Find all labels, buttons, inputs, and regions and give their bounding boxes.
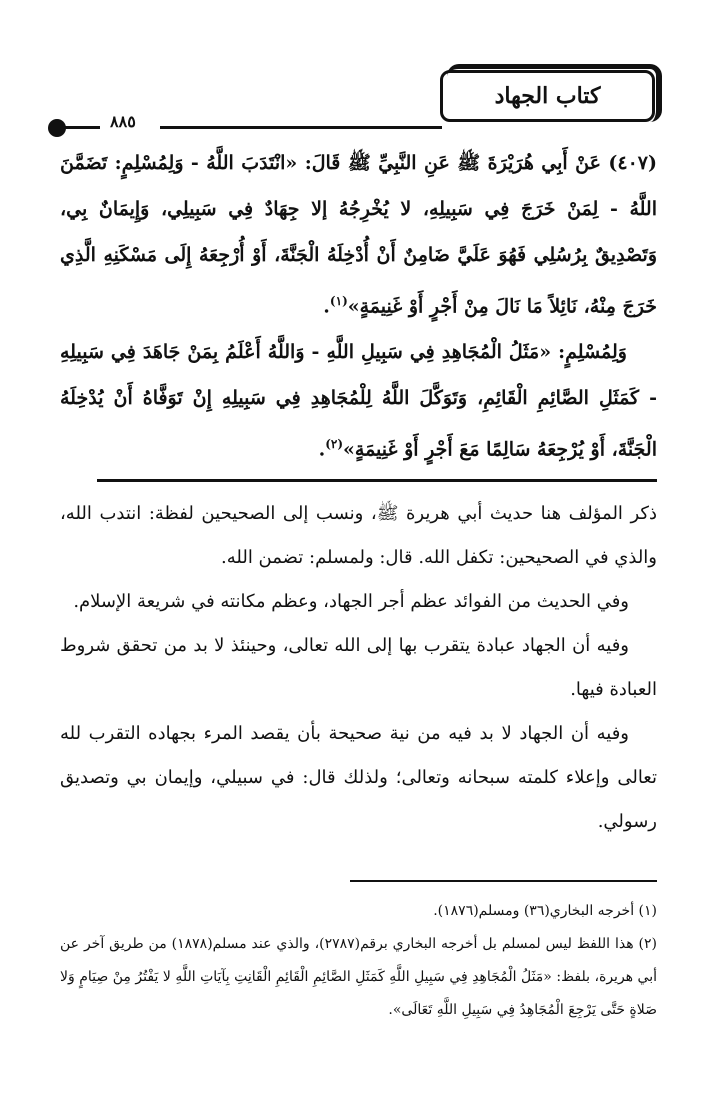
- commentary-text: [60, 492, 657, 844]
- footnote-marker: (١): [329, 294, 348, 308]
- footnote-2: (٢) هذا اللفظ ليس لمسلم بل أخرجه البخاري برقم(٢٧٨٧)، والذي عند مسلم(١٨٧٨) من طريق آخر عن أبي هريرة، بلفظ: «مَثَلُ الْمُجَاهِدِ فِي سَبِيلِ اللَّهِ كَمَثَلِ الصَّائِمِ الْقَائِمِ الْقَانِتِ بِآيَاتِ اللَّهِ لا يَفْتُرُ مِنْ صِيَامٍ وَلا صَلاةٍ حَتَّى يَرْجِعَ الْمُجَاهِدُ فِي سَبِيلِ اللَّهِ تَعَالَى».: [60, 936, 657, 1018]
- hadith-text: [60, 140, 657, 473]
- header-rule-right: [160, 126, 442, 129]
- commentary-paragraph: وفي الحديث من الفوائد عظم أجر الجهاد، وعظم مكانته في شريعة الإسلام.: [73, 590, 629, 612]
- main-content: [60, 140, 657, 844]
- footnotes: [60, 895, 657, 1027]
- footnote-marker: (٢): [325, 437, 344, 452]
- commentary-paragraph: وفيه أن الجهاد عبادة يتقرب بها إلى الله تعالى، وحينئذ لا بد من تحقق شروط العبادة فيها.: [60, 634, 657, 700]
- hadith-paragraph: وَلِمُسْلِمٍ: «مَثَلُ الْمُجَاهِدِ فِي سَبِيلِ اللَّهِ - وَاللَّهُ أَعْلَمُ بِمَنْ جَاهَدَ فِي سَبِيلِهِ - كَمَثَلِ الصَّائِمِ الْقَائِمِ، وَتَوَكَّلَ اللَّهُ لِلْمُجَاهِدِ فِي سَبِيلِهِ إِنْ تَوَفَّاهُ أَنْ يُدْخِلَهُ الْجَنَّةَ، أَوْ يُرْجِعَهُ سَالِمًا مَعَ أَجْرٍ أَوْ غَنِيمَةٍ»$^{(٢)}$.: [60, 341, 657, 461]
- header-dot-ornament: [48, 119, 66, 137]
- hadith-paragraph: (٤٠٧) عَنْ أَبِي هُرَيْرَةَ ﷺ عَنِ النَّبِيِّ ﷺ قَالَ: «انْتَدَبَ اللَّهُ - وَلِمُسْلِمٍ: تَضَمَّنَ اللَّهُ - لِمَنْ خَرَجَ فِي سَبِيلِهِ، لا يُخْرِجُهُ إلا جِهَادٌ فِي سَبِيلِي، وَإِيمَانٌ بِي، وَتَصْدِيقٌ بِرُسُلِي فَهُوَ عَلَيَّ ضَامِنٌ أَنْ أُدْخِلَهُ الْجَنَّةَ، أَوْ أُرْجِعَهُ إِلَى مَسْكَنِهِ الَّذِي خَرَجَ مِنْهُ، نَائِلاً مَا نَالَ مِنْ أَجْرٍ أَوْ غَنِيمَةٍ»$^{(١)}$.: [60, 152, 657, 318]
- footnote-separator: [350, 880, 657, 882]
- page-header: [0, 0, 703, 140]
- page-number: ٨٨٥: [110, 112, 136, 131]
- chapter-title: كتاب الجهاد: [440, 70, 655, 122]
- commentary-paragraph: وفيه أن الجهاد لا بد فيه من نية صحيحة بأن يقصد المرء بجهاده التقرب لله تعالى وإعلاء كلمته سبحانه وتعالى؛ ولذلك قال: في سبيلي، وإيمان بي وتصديق رسولي.: [60, 722, 657, 832]
- section-separator: [97, 479, 657, 482]
- commentary-paragraph: ذكر المؤلف هنا حديث أبي هريرة ﷺ، ونسب إلى الصحيحين لفظة: انتدب الله، والذي في الصحيحين: تكفل الله. قال: ولمسلم: تضمن الله.: [60, 502, 657, 568]
- footnote-1: (١) أخرجه البخاري(٣٦) ومسلم(١٨٧٦).: [433, 903, 657, 919]
